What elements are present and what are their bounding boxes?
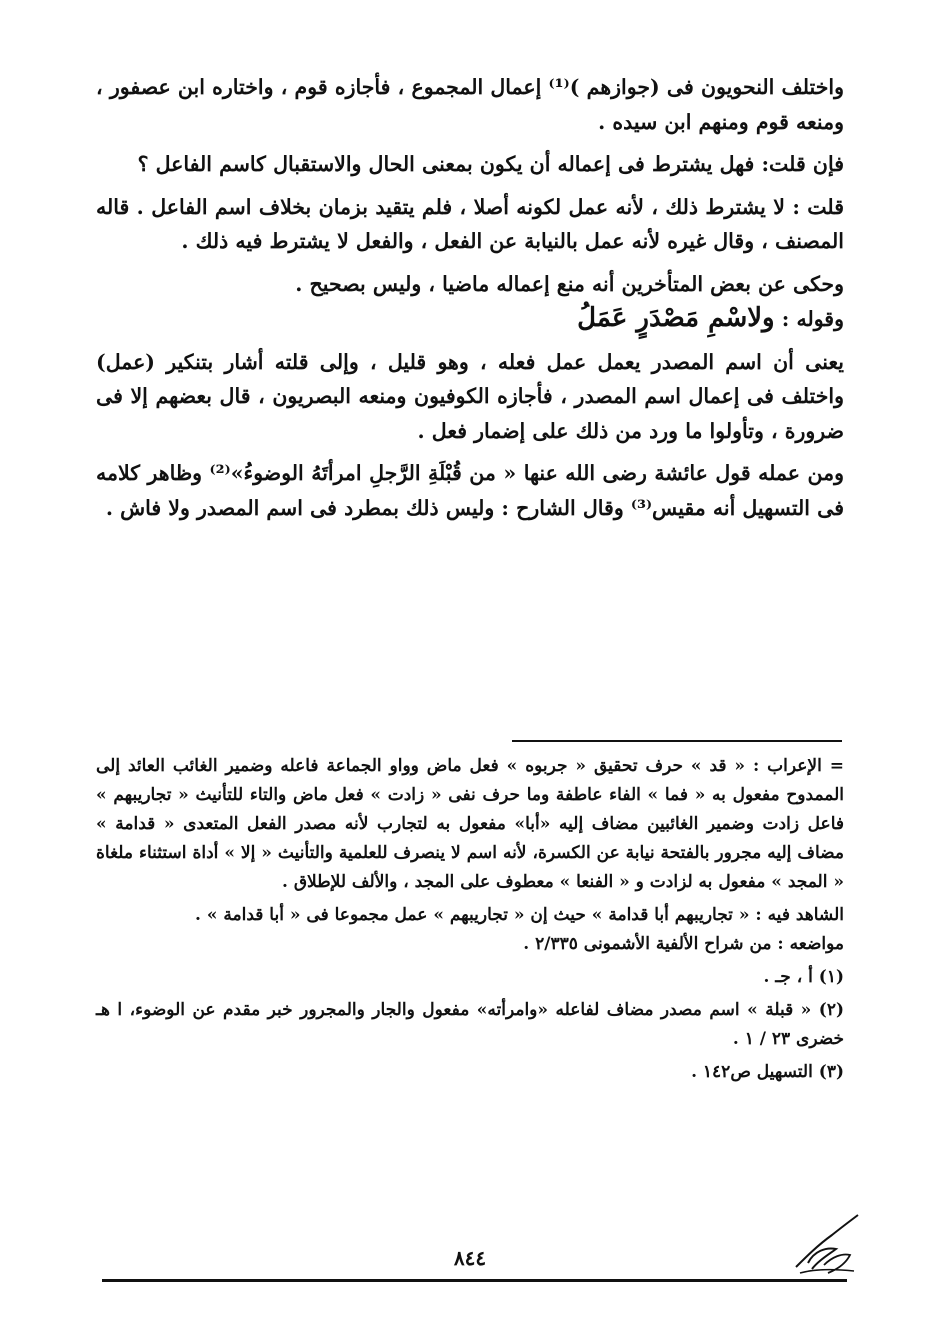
- paragraph-7: ومن عمله قول عائشة رضى الله عنها « من قُبْلَةِ الرَّجلِ امرأتَهُ الوضوءُ»⁽²⁾ وظاهر كلامه فى التسهيل أنه مقيس⁽³⁾ وقال الشارح : وليس ذلك بمطرد فى اسم المصدر ولا فاش .: [96, 461, 844, 520]
- footnote-2: (٢) « قبلة » اسم مصدر مضاف لفاعله «وامرأته» مفعول والجار والمجرور خبر مقدم عن الوضوء، ا هـ خضرى ٢٣ / ١ .: [96, 1000, 844, 1049]
- footnote-3: (٣) التسهيل ص١٤٢ .: [691, 1062, 844, 1082]
- note-shahid: الشاهد فيه : « تجاريبهم أبا قدامة » حيث إن « تجاريبهم » عمل مجموعا فى « أبا قدامة » .: [195, 905, 844, 925]
- footnote-separator: [512, 740, 842, 742]
- paragraph-6: يعنى أن اسم المصدر يعمل عمل فعله ، وهو قليل ، وإلى قلته أشار بتنكير (عمل) واختلف فى إعمال اسم المصدر ، فأجازه الكوفيون ومنعه البصريون ، قال بعضهم إلا فى ضرورة ، وتأولوا ما ورد من ذلك على إضمار فعل .: [96, 349, 844, 443]
- paragraph-5: [96, 301, 844, 337]
- quote-intro: وقوله :: [774, 307, 844, 331]
- page-number: ٨٤٤: [453, 1246, 487, 1270]
- paragraph-4: وحكى عن بعض المتأخرين أنه منع إعماله ماضيا ، وليس بصحيح .: [295, 271, 844, 296]
- verse-quote: ولاسْمِ مَصْدَرٍ عَمَلُ: [577, 303, 775, 333]
- note-mawadiuh: مواضعه : من شراح الألفية الأشمونى ٢/٣٣٥ .: [523, 934, 844, 954]
- paragraph-3: قلت : لا يشترط ذلك ، لأنه عمل لكونه أصلا ، فلم يتقيد بزمان بخلاف اسم الفاعل . قاله المصنف ، وقال غيره لأنه عمل بالنيابة عن الفعل ، والفعل لا يشترط فيه ذلك .: [96, 194, 844, 253]
- footnote-1: (١) أ ، جـ .: [763, 967, 844, 987]
- main-text: [96, 70, 844, 533]
- paragraph-1: واختلف النحويون فى (جوازهم )⁽¹⁾ إعمال المجموع ، فأجازه قوم ، واختاره ابن عصفور ، ومنعه قوم ومنهم ابن سيده .: [96, 75, 844, 134]
- paragraph-2: فإن قلت: فهل يشترط فى إعماله أن يكون بمعنى الحال والاستقبال كاسم الفاعل ؟: [137, 152, 844, 176]
- handwritten-signature: [788, 1205, 868, 1283]
- note-irab: = الإعراب : « قد » حرف تحقيق « جربوه » فعل ماض وواو الجماعة فاعله وضمير الغائب العائد إلى الممدوح مفعول به « فما » الفاء عاطفة وما حرف نفى « زادت » فعل ماض والتاء للتأنيث « تجاريبهم » فاعل زادت وضمير الغائبين مضاف إليه «أبا» مفعول به لتجارب لأنه مصدر الفعل المتعدى « قدامة » مضاف إليه مجرور بالفتحة نيابة عن الكسرة، لأنه اسم لا ينصرف للعلمية والتأنيث « إلا » أداة استثناء ملغاة « المجد » مفعول به لزادت و « الفنعا » معطوف على المجد ، والألف للإطلاق .: [96, 756, 844, 892]
- footnotes: [96, 752, 844, 1091]
- bottom-rule: [102, 1279, 847, 1282]
